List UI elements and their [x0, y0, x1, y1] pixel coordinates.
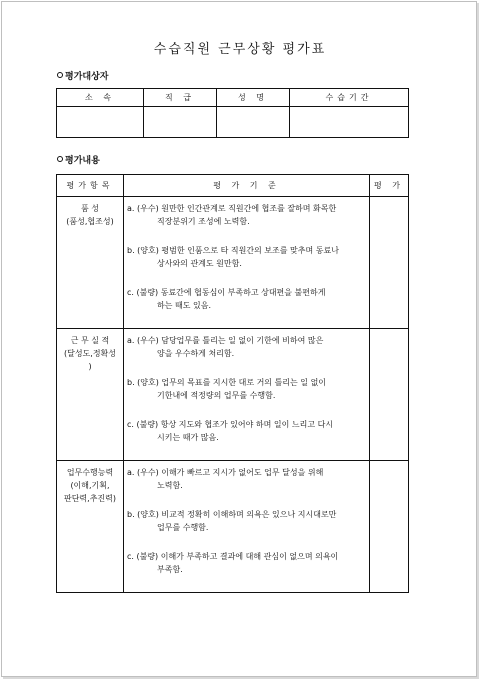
eval-table: [56, 174, 409, 593]
category-sub: 판단력,추진력): [63, 494, 117, 503]
criterion-item: c. (불량) 이해가 부족하고 결과에 대해 관심이 없으며 의욕이 부족함.: [127, 552, 339, 574]
section-heading-eval: [57, 153, 100, 166]
category-name: 근 무 실 적: [70, 336, 110, 345]
input-cell[interactable]: [290, 107, 409, 138]
criterion-item: a. (우수) 이해가 빠르고 지시가 없어도 업무 달성을 위해 노력함.: [127, 468, 324, 490]
table-header-row: [57, 175, 409, 197]
input-cell[interactable]: [144, 107, 217, 138]
circle-bullet-icon: [57, 156, 63, 162]
page-title: 수습직원 근무상황 평가표: [153, 42, 327, 57]
criterion-item: b. (양호) 업무의 목표를 지시한 대로 거의 틀리는 일 없이 기한내에 적정량의 업무를 수행함.: [127, 378, 327, 400]
category-cell: [57, 329, 124, 461]
category-cell: [57, 197, 124, 329]
table-row: [57, 329, 409, 461]
circle-bullet-icon: [57, 72, 63, 78]
header-cell: 평 가: [370, 175, 409, 197]
category-name: 업무수행능력: [66, 468, 114, 477]
header-cell: 평가항목: [57, 175, 124, 197]
target-table: [56, 88, 409, 138]
category-sub: (품성,협조성): [66, 217, 114, 226]
criterion-item: b. (양호) 비교적 정확히 이해하며 의욕은 있으나 지시대로만 업무를 수행함.: [127, 510, 337, 532]
table-row: [57, 107, 409, 138]
header-cell: 수습기간: [290, 89, 409, 107]
category-cell: [57, 461, 124, 593]
header-cell: 소 속: [57, 89, 144, 107]
header-cell: 직 급: [144, 89, 217, 107]
category-sub: (달성도,정확성: [63, 349, 117, 358]
header-cell: 평 가 기 준: [124, 175, 370, 197]
criterion-item: a. (우수) 원만한 인간관계로 직원간에 협조를 잘하며 화목한 직장분위기 조성에 노력함.: [127, 204, 337, 226]
score-cell[interactable]: [370, 461, 409, 593]
criteria-cell: [124, 329, 370, 461]
criterion-item: b. (양호) 평범한 인품으로 타 직원간의 보조를 맞추며 동료나 상사와의 관계도 원만함.: [127, 246, 339, 268]
score-cell[interactable]: [370, 197, 409, 329]
score-cell[interactable]: [370, 329, 409, 461]
criterion-item: c. (불량) 동료간에 협동심이 부족하고 상대편을 불편하게 하는 때도 있음.: [127, 288, 326, 310]
criteria-cell: [124, 461, 370, 593]
category-sub: (이해,기획,: [70, 481, 110, 490]
section-heading-target: [57, 69, 108, 82]
criteria-cell: [124, 197, 370, 329]
section-label: 평가내용: [65, 156, 100, 166]
table-row: [57, 197, 409, 329]
input-cell[interactable]: [57, 107, 144, 138]
criterion-item: a. (우수) 담당업무를 틀리는 일 없이 기한에 비하여 많은 양을 우수하게 처리함.: [127, 336, 324, 358]
criterion-item: c. (불량) 항상 지도와 협조가 있어야 하며 일이 느리고 다시 시키는 때가 많음.: [127, 420, 334, 442]
category-name: 품 성: [81, 204, 99, 213]
input-cell[interactable]: [217, 107, 290, 138]
category-sub: ): [88, 362, 92, 371]
table-row: [57, 461, 409, 593]
header-cell: 성 명: [217, 89, 290, 107]
section-label: 평가대상자: [65, 72, 109, 82]
table-header-row: [57, 89, 409, 107]
